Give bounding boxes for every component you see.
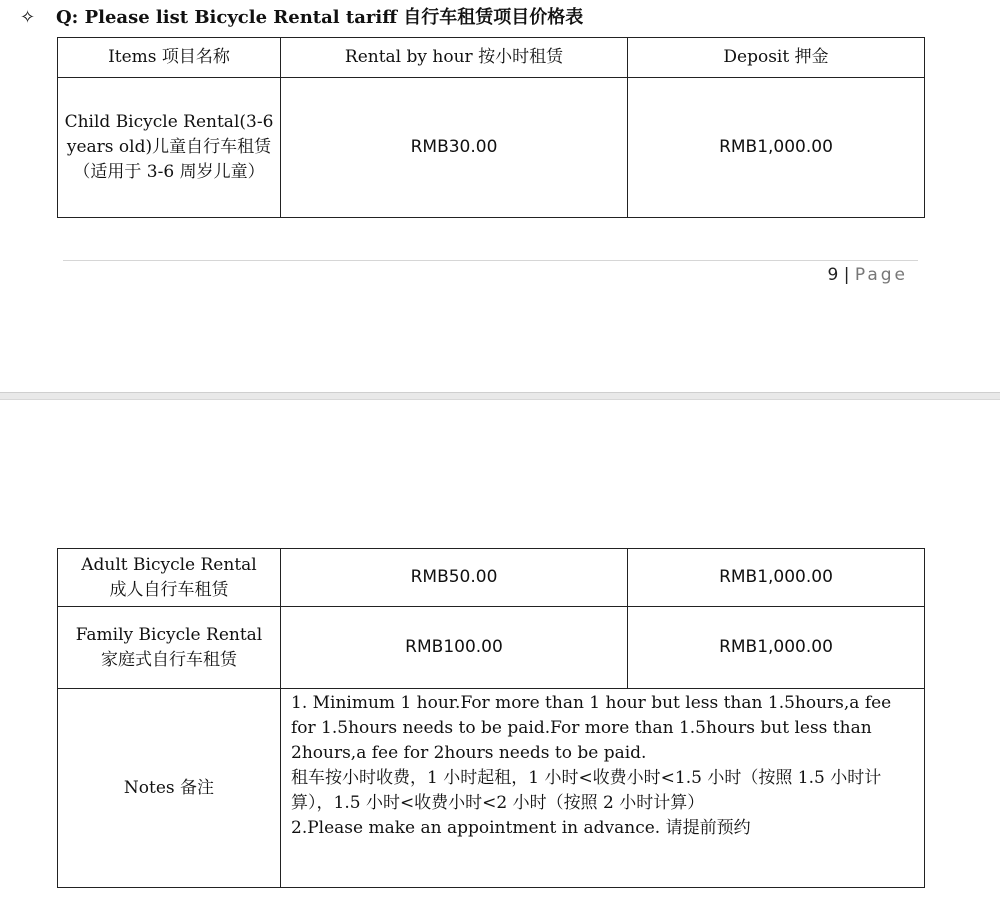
header-rental-by-hour: Rental by hour 按小时租赁 xyxy=(281,38,628,78)
notes-line-1: 1. Minimum 1 hour.For more than 1 hour but less than 1.5hours,a fee for 1.5hours needs to be paid.For more than 1.5hours but less than 2hours,a fee for 2hours needs to be paid. xyxy=(291,693,892,763)
rental-price: RMB100.00 xyxy=(281,607,628,689)
page-separator: | xyxy=(843,265,850,285)
item-name-en: Family Bicycle Rental xyxy=(75,624,263,645)
question-heading xyxy=(20,6,583,30)
page-break-gap xyxy=(0,392,1000,400)
header-deposit: Deposit 押金 xyxy=(628,38,925,78)
page-number-footer xyxy=(827,265,908,285)
notes-label: Notes 备注 xyxy=(58,689,281,888)
document-page-10 xyxy=(0,400,1000,898)
notes-line-2: 租车按小时收费，1 小时起租，1 小时<收费小时<1.5 小时（按照 1.5 小时计算），1.5 小时<收费小时<2 小时（按照 2 小时计算） xyxy=(291,768,882,813)
notes-row xyxy=(58,689,925,888)
table-row xyxy=(58,607,925,689)
table-header-row xyxy=(58,38,925,78)
header-items: Items 项目名称 xyxy=(58,38,281,78)
item-name: Child Bicycle Rental(3-6 years old)儿童自行车租赁（适用于 3-6 周岁儿童） xyxy=(58,78,281,218)
item-name-zh: 家庭式自行车租赁 xyxy=(101,649,237,670)
rental-price: RMB50.00 xyxy=(281,549,628,607)
item-name-en: Adult Bicycle Rental xyxy=(81,554,257,575)
table-row xyxy=(58,549,925,607)
item-name xyxy=(58,607,281,689)
table-row xyxy=(58,78,925,218)
notes-content xyxy=(281,689,925,888)
notes-line-3: 2.Please make an appointment in advance. 请提前预约 xyxy=(291,818,751,838)
footer-divider xyxy=(63,260,918,261)
tariff-table-part-1 xyxy=(57,37,925,218)
page-word: Page xyxy=(854,265,908,285)
four-point-star-bullet-icon: ✧ xyxy=(20,7,36,28)
deposit-amount: RMB1,000.00 xyxy=(628,607,925,689)
deposit-amount: RMB1,000.00 xyxy=(628,549,925,607)
document-page-9 xyxy=(0,0,1000,392)
item-name xyxy=(58,549,281,607)
item-name-zh: 成人自行车租赁 xyxy=(109,579,229,600)
rental-price: RMB30.00 xyxy=(281,78,628,218)
question-title: Q: Please list Bicycle Rental tariff 自行车租赁项目价格表 xyxy=(56,7,584,28)
deposit-amount: RMB1,000.00 xyxy=(628,78,925,218)
page-number: 9 xyxy=(827,265,839,285)
tariff-table-part-2 xyxy=(57,548,925,888)
